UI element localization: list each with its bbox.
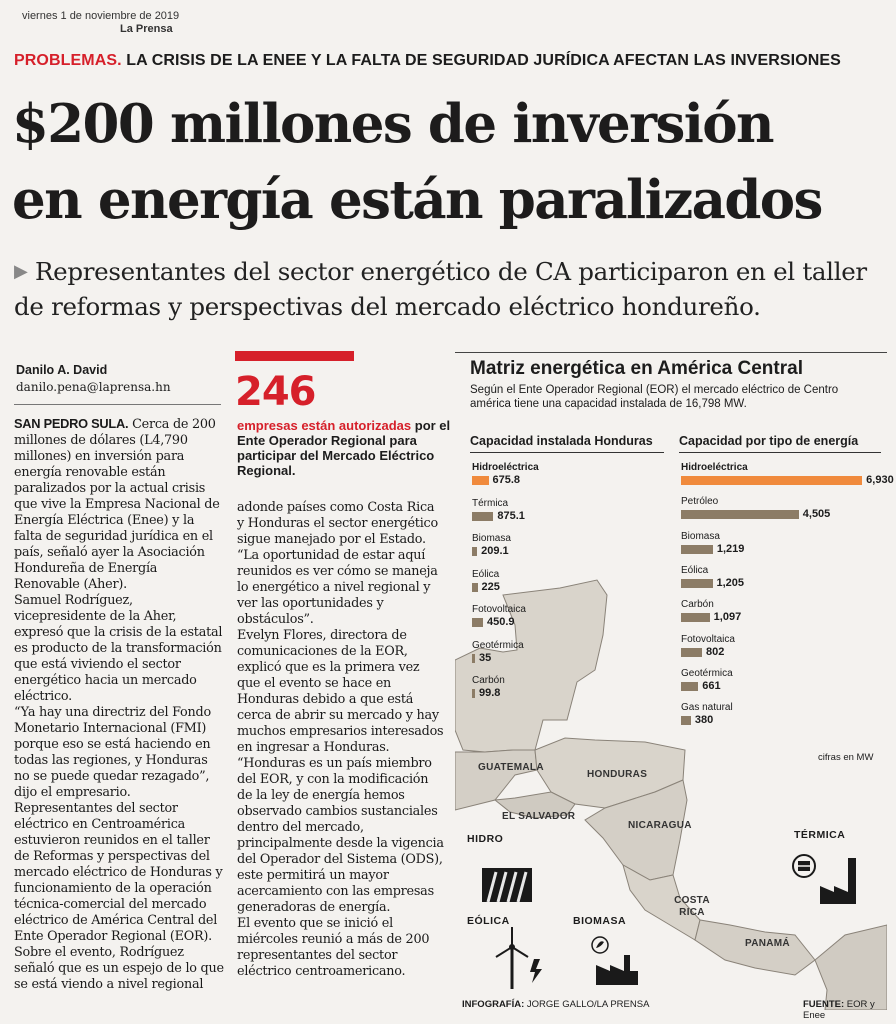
hidro-label: HIDRO (467, 833, 504, 845)
author-email[interactable]: danilo.pena@laprensa.hn (16, 380, 171, 394)
bar-label: Gas natural (681, 702, 733, 714)
bar-value-label: 802 (705, 645, 725, 658)
bar (472, 512, 493, 521)
bar-value-label: 4,505 (802, 508, 831, 521)
bar (472, 547, 477, 556)
bar-label: Fotovoltaica (472, 604, 526, 615)
highlight-bar (235, 351, 354, 361)
source-credit (803, 999, 896, 1021)
bar-value-label: 35 (479, 651, 492, 664)
paragraph: Evelyn Flores, directora de comunicaciones de la EOR, explicó que es la primera vez que el evento se hace en Honduras debido a que está cerca de abrir su mercado y hay muchos empresarios interesados en ingresar a Honduras. (237, 628, 444, 755)
paragraph-text: Cerca de 200 millones de dólares (L4,790 millones) en inversión para energía renovable están paralizados por la actual crisis que vive la Empresa Nacional de Energía Eléctrica (Enee) y la falta de seguridad jurídica en el país, señaló ayer la Asociación Hondureña de Energía Renovable (Aher). (14, 417, 220, 592)
bar-label: Térmica (472, 497, 509, 509)
byline (16, 362, 171, 396)
highlight-red-text: empresas están autorizadas (237, 418, 412, 433)
dateline-city: SAN PEDRO SULA. (14, 416, 129, 431)
chart-title-honduras: Capacidad instalada Honduras (470, 434, 653, 448)
deck (14, 256, 894, 323)
byline-divider (14, 404, 221, 405)
article-column-1 (14, 416, 224, 993)
kicker (14, 52, 841, 70)
biomasa-label: BIOMASA (573, 915, 627, 927)
bar-label: Eólica (681, 564, 709, 576)
chart-title-rule (679, 452, 881, 453)
country-label: GUATEMALA (478, 762, 544, 773)
bar-label: Geotérmica (472, 639, 524, 651)
bar (681, 613, 710, 622)
bar-label: Hidroeléctrica (472, 462, 539, 473)
bar (472, 654, 475, 663)
paragraph: Representantes del sector eléctrico en Centroamérica estuvieron reunidos en el taller de Reformas y perspectivas del mercado eléctrico de Honduras y funcionamiento de la operación técnica-comercial del mercado eléctrico de América Central del Ente Operador Regional (EOR). (14, 801, 223, 944)
credit-label: INFOGRAFÍA: (462, 999, 525, 1010)
infographic-credit (462, 999, 649, 1010)
bar-label: Carbón (681, 599, 714, 611)
article-column-2 (237, 500, 445, 980)
bar-value-label: 1,097 (713, 611, 742, 624)
triangle-icon: ▶ (14, 261, 28, 282)
bar (681, 476, 862, 485)
bar (681, 545, 713, 554)
infographic-top-rule (455, 352, 887, 353)
country-label: HONDURAS (587, 769, 648, 780)
highlight-number: 246 (235, 369, 316, 415)
bar-label: Hidroeléctrica (681, 462, 748, 473)
bar-label: Eólica (472, 568, 500, 580)
bar-value-label: 875.1 (497, 509, 525, 522)
bar-value-label: 380 (694, 714, 714, 727)
dateline (22, 10, 179, 36)
wind-turbine-icon (490, 925, 550, 991)
bar-value-label: 209.1 (481, 545, 509, 557)
author-name: Danilo A. David (16, 363, 108, 377)
kicker-tag: PROBLEMAS. (14, 52, 122, 69)
bar-label: Carbón (472, 675, 505, 686)
bar-value-label: 1,219 (716, 542, 745, 555)
bar (681, 682, 698, 691)
bar (472, 618, 483, 627)
bar (472, 689, 475, 698)
paragraph: “Ya hay una directriz del Fondo Monetario Internacional (FMI) porque eso se está haciendo en todas las regiones, y Honduras no se puede quedar rezagado”, dijo el empresario. (14, 705, 211, 800)
bar-label: Fotovoltaica (681, 633, 735, 645)
highlight-text (237, 418, 452, 478)
highlight-rest-text: por el Ente Operador Regional para participar del Mercado Eléctrico Regional. (237, 418, 451, 478)
paragraph: El evento que se inició el miércoles reunió a más de 200 representantes del sector eléctrico centroamericano. (237, 916, 430, 979)
bar (681, 716, 691, 725)
country-label: EL SALVADOR (502, 811, 576, 822)
country-label: COSTA RICA (674, 895, 710, 918)
bar-label: Geotérmica (681, 667, 733, 679)
bar-label: Biomasa (472, 533, 511, 544)
bar-label: Petróleo (681, 496, 719, 508)
biomass-factory-icon (590, 935, 650, 985)
termica-label: TÉRMICA (794, 829, 846, 841)
bar-value-label: 99.8 (479, 687, 501, 699)
infographic-title: Matriz energética en América Central (470, 358, 803, 379)
paragraph: “Honduras es un país miembro del EOR, y con la modificación de la ley de energía hemos observado cambios sustanciales dentro del mercado, principalmente desde la vigencia del Operador del Sistema (ODS), este permitirá un mayor acercamiento con las empresas generadoras de energía. (237, 756, 444, 915)
paragraph: “La oportunidad de estar aquí reunidos es ver cómo se maneja lo energético a nivel regional y ver las oportunidades y obstáculos”. (237, 548, 438, 627)
newspaper-name: La Prensa (120, 23, 173, 35)
bar (681, 579, 713, 588)
bar (472, 476, 489, 485)
country-label: NICARAGUA (628, 820, 692, 831)
units-note: cifras en MW (818, 752, 874, 763)
chart-title-type: Capacidad por tipo de energía (679, 434, 859, 448)
colombia-shape (815, 925, 887, 1010)
eolica-label: EÓLICA (467, 915, 510, 927)
bar (681, 510, 799, 519)
source-name: EOR y Enee (803, 999, 875, 1021)
dam-icon (482, 866, 532, 902)
bar-value-label: 1,205 (716, 576, 745, 589)
paragraph: adonde países como Costa Rica y Honduras el sector energético sigue manejado por el Estado. (237, 500, 438, 547)
paragraph (14, 416, 224, 593)
bar-label: Biomasa (681, 530, 720, 542)
bar-value-label: 661 (702, 679, 721, 692)
deck-text: Representantes del sector energético de CA participaron en el taller de reformas y perspectivas del mercado eléctrico hondureño. (14, 257, 867, 321)
credit-name: JORGE GALLO/LA PRENSA (524, 999, 650, 1010)
kicker-text: LA CRISIS DE LA ENEE Y LA FALTA DE SEGURIDAD JURÍDICA AFECTAN LAS INVERSIONES (121, 52, 841, 69)
headline-line-2: en energía están paralizados (12, 169, 822, 231)
bar-value-label: 675.8 (492, 474, 521, 486)
bar-value-label: 225 (481, 580, 500, 593)
infographic-subtitle: Según el Ente Operador Regional (EOR) el mercado eléctrico de Centro américa tiene una capacidad instalada de 16,798 MW. (470, 384, 839, 410)
bar (681, 648, 702, 657)
bar-value-label: 450.9 (487, 616, 515, 628)
date: viernes 1 de noviembre de 2019 (22, 10, 180, 22)
headline-line-1: $200 millones de inversión (12, 93, 773, 155)
source-label: FUENTE: (803, 999, 845, 1010)
bar-value-label: 6,930 (866, 474, 894, 486)
country-label: PANAMÁ (745, 938, 790, 949)
paragraph: Sobre el evento, Rodríguez señaló que es un espejo de lo que se está viendo a nivel regional (14, 945, 224, 992)
chart-title-rule (470, 452, 664, 453)
headline (12, 86, 892, 238)
paragraph: Samuel Rodríguez, vicepresidente de la Aher, expresó que la crisis de la estatal es producto de la transformación que está viviendo el sector energético hacia un mercado eléctrico. (14, 593, 223, 704)
bar (472, 583, 478, 592)
thermal-plant-icon (790, 852, 864, 904)
